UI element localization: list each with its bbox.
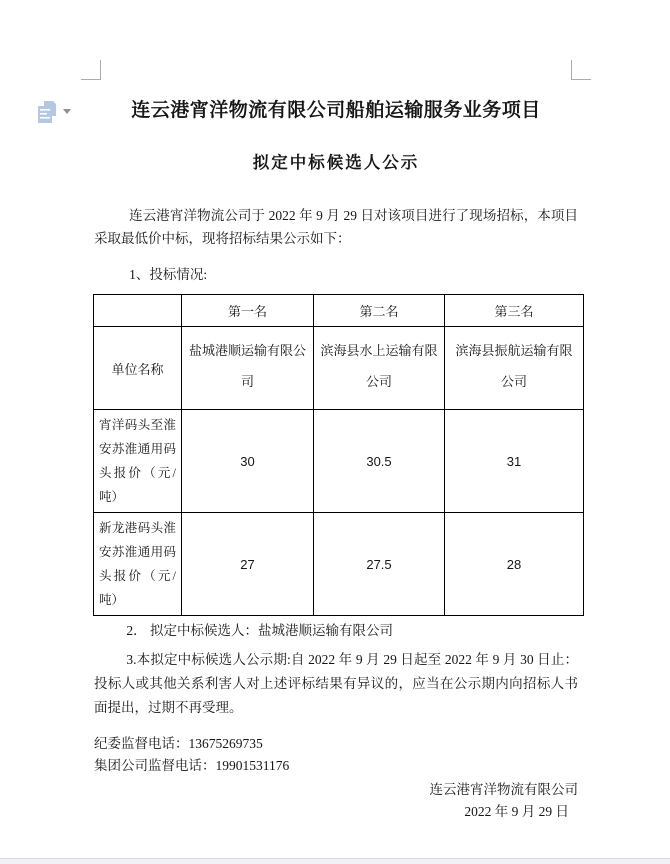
signature-org: 连云港宵洋物流有限公司 bbox=[429, 782, 578, 797]
price-cell: 31 bbox=[445, 410, 584, 513]
table-row-xiaoyang-price bbox=[94, 410, 584, 513]
intro-paragraph: 连云港宵洋物流公司于 2022 年 9 月 29 日对该项目进行了现场招标，本项目采取最低价中标，现将招标结果公示如下： bbox=[94, 208, 578, 246]
document-icon bbox=[37, 100, 57, 124]
supervision-phones bbox=[94, 733, 578, 776]
signature-date: 2022 年 9 月 29 日 bbox=[464, 804, 569, 819]
company-second: 滨海县水上运输有限公司 bbox=[314, 327, 445, 410]
bid-results-table bbox=[93, 294, 584, 616]
table-row-xinlonggang-price bbox=[94, 513, 584, 616]
table-row-unit-names bbox=[94, 327, 584, 410]
header-cell-empty bbox=[94, 295, 182, 327]
chevron-down-icon[interactable] bbox=[63, 109, 71, 114]
price-cell: 27.5 bbox=[314, 513, 445, 616]
table-header-row bbox=[94, 295, 584, 327]
document-subtitle: 拟定中标候选人公示 bbox=[252, 153, 420, 172]
price-cell: 28 bbox=[445, 513, 584, 616]
row-label-unit-name: 单位名称 bbox=[94, 327, 182, 410]
signature-block bbox=[94, 779, 578, 823]
row-label-xinlonggang-price: 新龙港码头淮安苏淮通用码头报价（元/吨） bbox=[94, 513, 182, 616]
document-title: 连云港宵洋物流有限公司船舶运输服务业务项目 bbox=[131, 100, 541, 121]
viewport-bottom-edge bbox=[0, 858, 670, 864]
price-cell: 27 bbox=[182, 513, 314, 616]
section3-publicity-period: 3.本拟定中标候选人公示期:自 2022 年 9 月 29 日起至 2022 年 9 月 30 日止：投标人或其他关系利害人对上述评标结果有异议的，应当在公示期内向招标人书面提出，过期不再受理。 bbox=[94, 652, 578, 715]
price-cell: 30 bbox=[182, 410, 314, 513]
discipline-phone-line: 纪委监督电话：13675269735 bbox=[94, 736, 263, 751]
paste-options-button[interactable] bbox=[37, 100, 71, 124]
header-cell-first-place: 第一名 bbox=[182, 295, 314, 327]
section2-candidate: 2． 拟定中标候选人：盐城港顺运输有限公司 bbox=[126, 623, 394, 638]
price-cell: 30.5 bbox=[314, 410, 445, 513]
group-phone-line: 集团公司监督电话：19901531176 bbox=[94, 757, 290, 773]
company-third: 滨海县振航运输有限公司 bbox=[445, 327, 584, 410]
document-body bbox=[94, 0, 578, 823]
company-first: 盐城港顺运输有限公司 bbox=[182, 327, 314, 410]
row-label-xiaoyang-price: 宵洋码头至淮安苏淮通用码头报价（元/吨） bbox=[94, 410, 182, 513]
section1-heading: 1、投标情况: bbox=[129, 267, 208, 282]
header-cell-third-place: 第三名 bbox=[445, 295, 584, 327]
header-cell-second-place: 第二名 bbox=[314, 295, 445, 327]
